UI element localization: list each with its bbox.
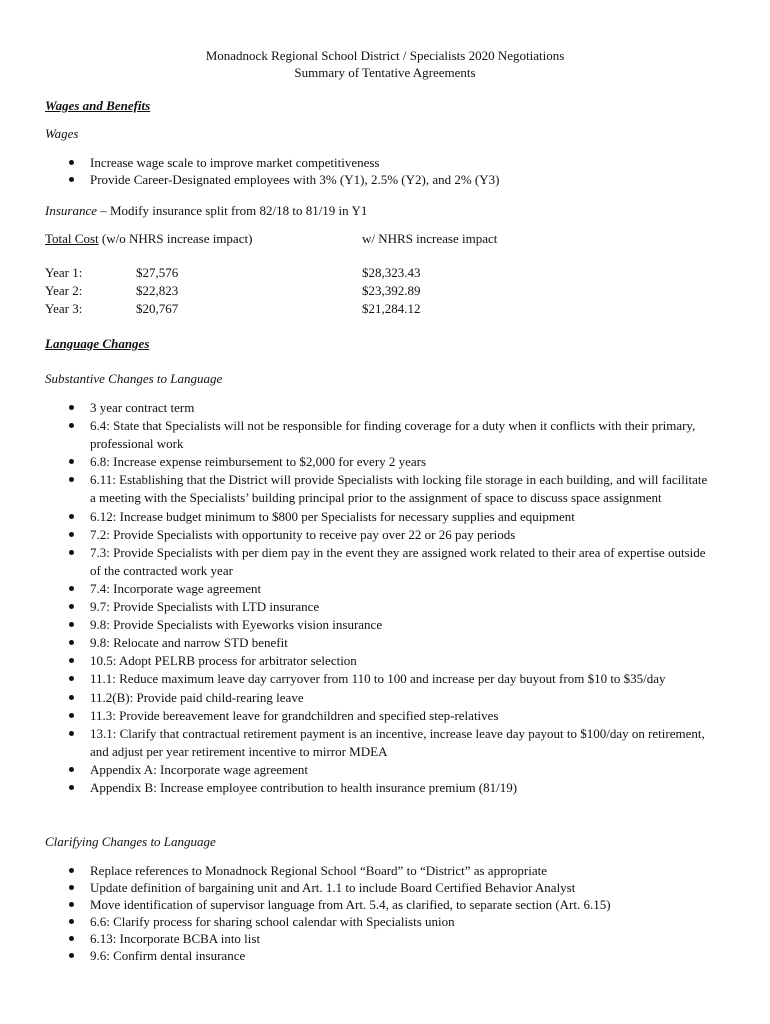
- list-item: 9.8: Relocate and narrow STD benefit: [0, 634, 710, 652]
- list-item: 10.5: Adopt PELRB process for arbitrator selection: [0, 652, 710, 670]
- list-item: 7.4: Incorporate wage agreement: [0, 580, 710, 598]
- substantive-list: [0, 399, 710, 797]
- list-item: 7.2: Provide Specialists with opportunity to receive pay over 22 or 26 pay periods: [0, 526, 710, 544]
- list-item: Appendix A: Incorporate wage agreement: [0, 761, 710, 779]
- year-1-nhrs: $28,323.43: [362, 265, 421, 280]
- clarifying-list: [0, 862, 710, 964]
- list-item: 9.6: Confirm dental insurance: [0, 947, 710, 964]
- list-item: 11.3: Provide bereavement leave for grandchildren and specified step-relatives: [0, 707, 710, 725]
- language-heading: Language Changes: [45, 336, 150, 351]
- wages-benefits-heading: Wages and Benefits: [45, 98, 151, 113]
- list-item: Move identification of supervisor language from Art. 5.4, as clarified, to separate section (Art. 6.15): [0, 896, 710, 913]
- list-item: 11.1: Reduce maximum leave day carryover from 110 to 100 and increase per day buyout from $10 to $35/day: [0, 670, 710, 688]
- clarifying-label: Clarifying Changes to Language: [45, 834, 216, 849]
- total-cost-header: [45, 230, 252, 247]
- nhrs-header: w/ NHRS increase impact: [362, 231, 498, 246]
- document-subtitle: Summary of Tentative Agreements: [294, 65, 476, 80]
- list-item: 3 year contract term: [0, 399, 710, 417]
- list-item: Provide Career-Designated employees with 3% (Y1), 2.5% (Y2), and 2% (Y3): [0, 171, 710, 188]
- year-1-label: Year 1:: [45, 265, 83, 280]
- list-item: Appendix B: Increase employee contribution to health insurance premium (81/19): [0, 779, 710, 797]
- list-item: Update definition of bargaining unit and Art. 1.1 to include Board Certified Behavior Analyst: [0, 879, 710, 896]
- list-item: 13.1: Clarify that contractual retirement payment is an incentive, increase leave day payout to $100/day on retirement, and adjust per year retirement incentive to mirror MDEA: [0, 725, 710, 761]
- list-item: 6.12: Increase budget minimum to $800 per Specialists for necessary supplies and equipment: [0, 508, 710, 526]
- list-item: 9.7: Provide Specialists with LTD insurance: [0, 598, 710, 616]
- insurance-text: – Modify insurance split from 82/18 to 81/19 in Y1: [97, 203, 368, 218]
- list-item: 11.2(B): Provide paid child-rearing leave: [0, 689, 710, 707]
- insurance-label: Insurance: [45, 203, 97, 218]
- list-item: 6.6: Clarify process for sharing school calendar with Specialists union: [0, 913, 710, 930]
- year-2-cost: $22,823: [136, 283, 179, 298]
- total-cost-label: Total Cost: [45, 231, 99, 246]
- list-item: 7.3: Provide Specialists with per diem pay in the event they are assigned work related to their area of expertise outside of the contracted work year: [0, 544, 710, 580]
- year-3-cost: $20,767: [136, 301, 179, 316]
- year-1-cost: $27,576: [136, 265, 179, 280]
- list-item: Increase wage scale to improve market competitiveness: [0, 154, 710, 171]
- year-3-nhrs: $21,284.12: [362, 301, 421, 316]
- year-3-label: Year 3:: [45, 301, 83, 316]
- document-title: Monadnock Regional School District / Specialists 2020 Negotiations: [205, 48, 565, 63]
- total-cost-note: (w/o NHRS increase impact): [98, 231, 253, 246]
- list-item: 9.8: Provide Specialists with Eyeworks vision insurance: [0, 616, 710, 634]
- substantive-label: Substantive Changes to Language: [45, 371, 223, 386]
- list-item: 6.13: Incorporate BCBA into list: [0, 930, 710, 947]
- list-item: 6.8: Increase expense reimbursement to $2,000 for every 2 years: [0, 453, 710, 471]
- list-item: Replace references to Monadnock Regional School “Board” to “District” as appropriate: [0, 862, 710, 879]
- wages-list: [0, 154, 710, 188]
- year-2-label: Year 2:: [45, 283, 83, 298]
- wages-label: Wages: [45, 126, 79, 141]
- insurance-line: [45, 202, 367, 219]
- year-2-nhrs: $23,392.89: [362, 283, 421, 298]
- list-item: 6.4: State that Specialists will not be responsible for finding coverage for a duty when it conflicts with their primary, professional work: [0, 417, 710, 453]
- list-item: 6.11: Establishing that the District will provide Specialists with locking file storage in each building, and will facilitate a meeting with the Specialists’ building principal prior to the assignment of space to discuss space assignment: [0, 471, 710, 507]
